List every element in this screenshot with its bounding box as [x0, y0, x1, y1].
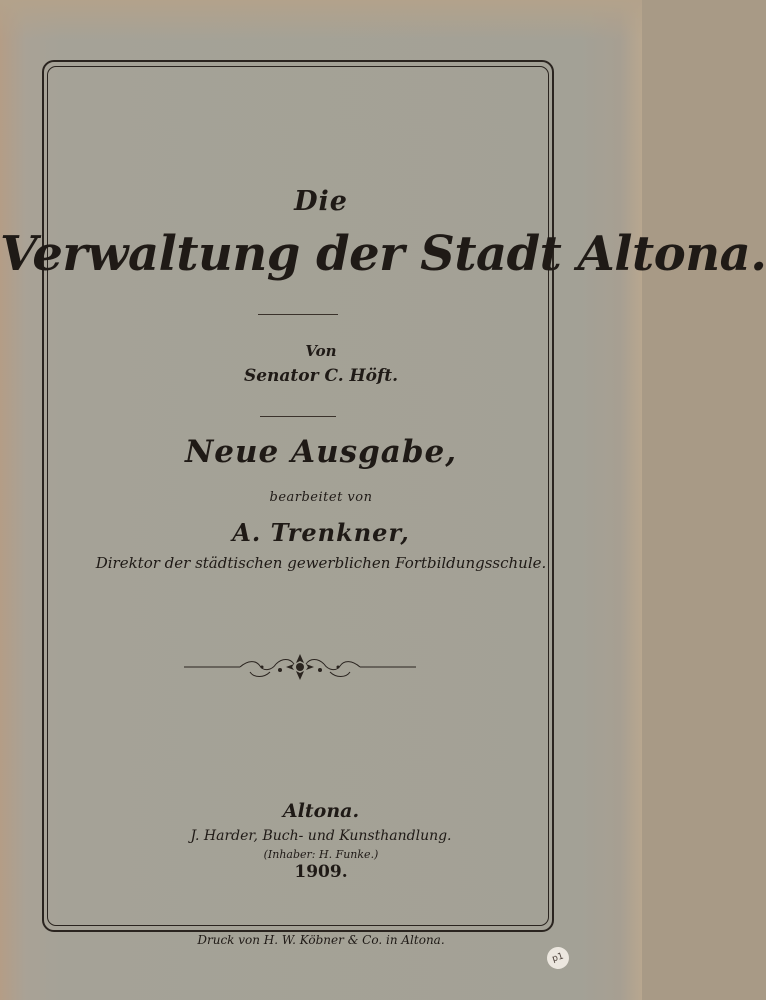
publication-place: Altona. [282, 800, 360, 822]
printer-credit: Druck von H. W. Köbner & Co. in Altona. [197, 933, 445, 947]
editor-name: A. Trenkner, [232, 518, 410, 547]
main-title: Verwaltung der Stadt Altona. [0, 226, 766, 282]
divider-rule-middle [260, 416, 336, 417]
editor-role: Direktor der städtischen gewerblichen Fortbildungsschule. [95, 554, 547, 572]
author-name: Senator C. Höft. [243, 366, 399, 386]
floral-ornament-icon [180, 648, 420, 686]
publisher-owner: (Inhaber: H. Funke.) [263, 848, 379, 861]
edited-by-label: bearbeitet von [269, 490, 373, 505]
edition-label: Neue Ausgabe, [184, 434, 458, 470]
publication-year: 1909. [294, 862, 348, 882]
page-stamp-sticker: p1 [544, 944, 572, 972]
title-pre: Die [294, 186, 348, 217]
by-label: Von [305, 342, 337, 360]
divider-rule-top [258, 314, 338, 315]
publisher-name: J. Harder, Buch- und Kunsthandlung. [190, 828, 452, 844]
